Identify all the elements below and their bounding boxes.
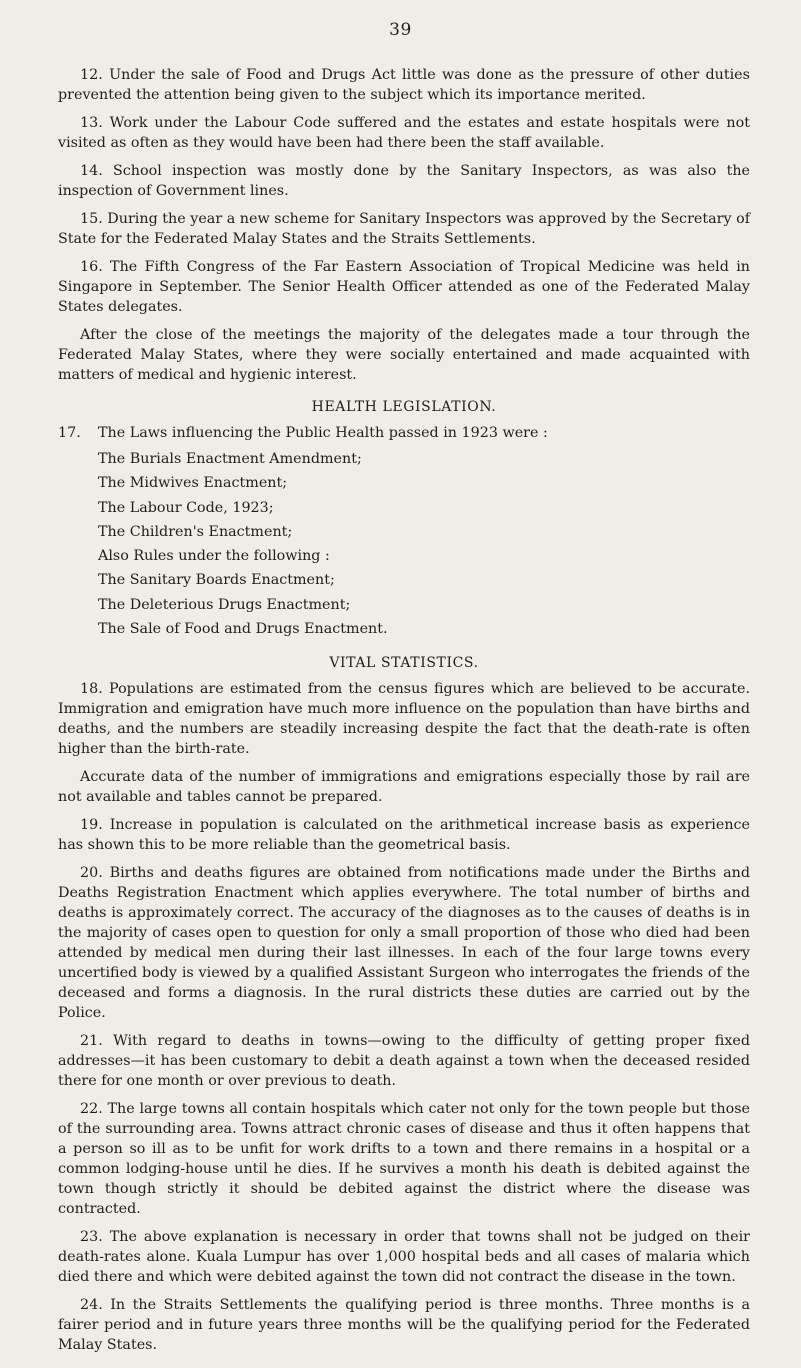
law-item: Also Rules under the following : — [98, 548, 330, 565]
page-body — [58, 65, 750, 1363]
heading-health-legislation: HEALTH LEGISLATION. — [311, 399, 497, 415]
law-item: The Midwives Enactment; — [98, 475, 288, 492]
paragraph-20: 20. Births and deaths figures are obtained from notifications made under the Births and Deaths Registration Enactment which applies everywhere. The total number of births and deaths is approximately correct. The accuracy of the diagnoses as to the causes of deaths is in the majority of cases open to question for only a small proportion of those who died had been attended by medical men during their last illnesses. In each of the four large towns every uncertified body is viewed by a qualified Assistant Surgeon who interrogates the friends of the deceased and forms a diagnosis. In the rural districts these duties are carried out by the Police. — [58, 865, 750, 1022]
paragraph-13: 13. Work under the Labour Code suffered and the estates and estate hospitals were not visited as often as they would have been had there been the staff available. — [58, 115, 750, 151]
law-item: The Children's Enactment; — [98, 523, 293, 540]
section-17 — [58, 423, 750, 641]
laws-list — [58, 447, 750, 641]
law-item: The Labour Code, 1923; — [98, 499, 274, 516]
paragraph-24: 24. In the Straits Settlements the qualifying period is three months. Three months is a fairer period and in future years three months will be the qualifying period for the Federated Malay States. — [58, 1297, 750, 1354]
paragraph-16-continued: After the close of the meetings the majority of the delegates made a tour through the Federated Malay States, where they were socially entertained and made acquainted with matters of medical and hygienic interest. — [58, 327, 750, 383]
paragraph-19: 19. Increase in population is calculated on the arithmetical increase basis as experience has shown this to be more reliable than the geometrical basis. — [58, 817, 750, 854]
paragraph-15: 15. During the year a new scheme for Sanitary Inspectors was approved by the Secretary of State for the Federated Malay States and the Straits Settlements. — [58, 211, 750, 247]
paragraph-21: 21. With regard to deaths in towns—owing to the difficulty of getting proper fixed addresses—it has been customary to debit a death against a town when the deceased resided there for one month or over previous to death. — [58, 1033, 750, 1090]
paragraph-23: 23. The above explanation is necessary in order that towns shall not be judged on their death-rates alone. Kuala Lumpur has over 1,000 hospital beds and all cases of malaria which died there and which were debited against the town did not contract the disease in the town. — [58, 1229, 750, 1286]
law-item: The Deleterious Drugs Enactment; — [98, 596, 351, 613]
paragraph-22: 22. The large towns all contain hospitals which cater not only for the town people but those of the surrounding area. Towns attract chronic cases of disease and thus it often happens that a person so ill as to be unfit for work drifts to a town and there remains in a hospital or a common lodging-house until he dies. If he survives a month his death is debited against the town though strictly it should be debited against the district where the disease was contracted. — [58, 1101, 750, 1218]
law-item: The Sanitary Boards Enactment; — [98, 572, 335, 589]
section-17-intro-text: The Laws influencing the Public Health passed in 1923 were : — [98, 425, 548, 441]
paragraph-18: 18. Populations are estimated from the census figures which are believed to be accurate. Immigration and emigration have much more influence on the population than have births and deaths, and the numbers are steadily increasing despite the fact that the death-rate is often higher than the birth-rate. — [58, 681, 750, 758]
heading-vital-statistics: VITAL STATISTICS. — [329, 655, 479, 672]
law-item: The Sale of Food and Drugs Enactment. — [98, 621, 388, 638]
page-number: 39 — [389, 20, 412, 40]
section-17-number: 17. — [58, 425, 81, 441]
paragraph-12: 12. Under the sale of Food and Drugs Act little was done as the pressure of other duties prevented the attention being given to the subject which its importance merited. — [58, 67, 750, 103]
law-item: The Burials Enactment Amendment; — [98, 451, 362, 467]
paragraph-16: 16. The Fifth Congress of the Far Eastern Association of Tropical Medicine was held in Singapore in September. The Senior Health Officer attended as one of the Federated Malay States delegates. — [58, 259, 750, 315]
paragraph-18-continued: Accurate data of the number of immigrations and emigrations especially those by rail are not available and tables cannot be prepared. — [58, 769, 750, 806]
section-17-intro — [58, 423, 750, 443]
paragraph-14: 14. School inspection was mostly done by the Sanitary Inspectors, as was also the inspection of Government lines. — [58, 163, 750, 199]
